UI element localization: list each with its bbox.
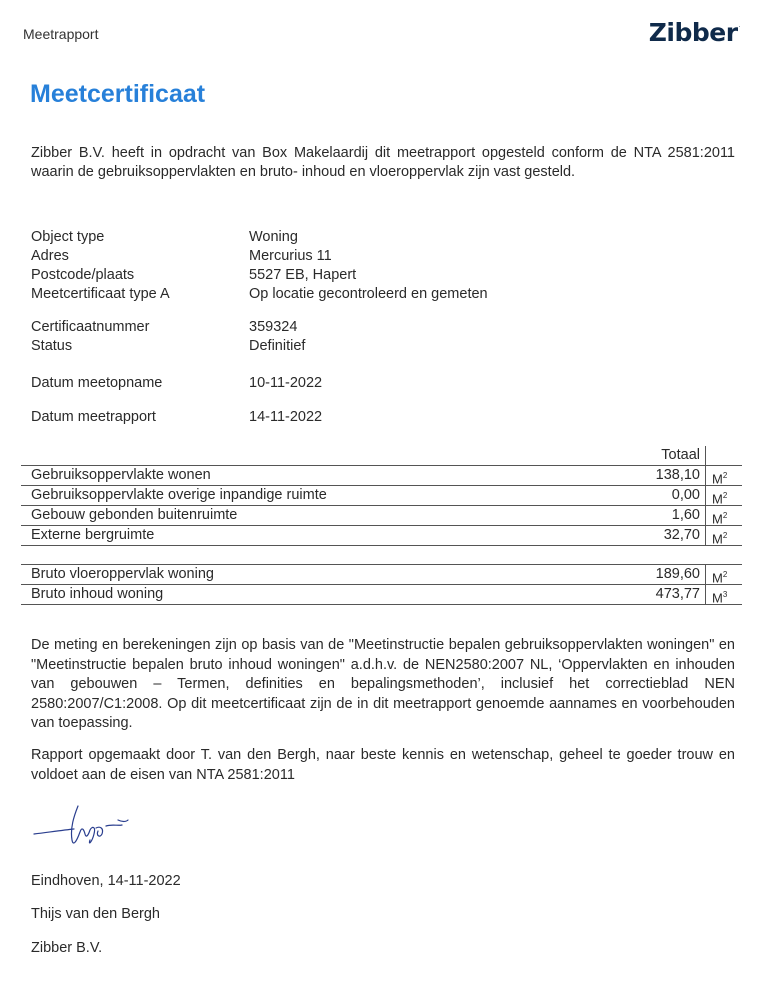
table-row-unit: $M^2$: [712, 471, 728, 487]
table-row-label: Gebouw gebonden buitenruimte: [31, 507, 238, 523]
info-row-postcode: [31, 266, 731, 285]
info-value: Definitief: [249, 338, 306, 354]
table-row: [21, 525, 742, 545]
info-value: Woning: [249, 229, 298, 245]
info-row-adres: [31, 247, 731, 266]
table-row: [21, 505, 742, 525]
table-row: [21, 584, 742, 605]
info-label: Object type: [31, 229, 105, 245]
info-value: Mercurius 11: [249, 248, 332, 264]
logo-text: Zibber: [648, 18, 738, 47]
table-row-unit: $M^2$: [712, 491, 728, 507]
info-value: Op locatie gecontroleerd en gemeten: [249, 286, 488, 302]
info-label: Status: [31, 338, 73, 354]
signoff-company: Zibber B.V.: [31, 940, 103, 956]
table-divider: [21, 545, 742, 564]
intro-paragraph: Zibber B.V. heeft in opdracht van Box Makelaardij dit meetrapport opgesteld conform de NTA 2581:2011 waarin de gebruiksoppervlakten en bruto- inhoud en vloeroppervlak zijn vast gesteld.: [31, 145, 735, 180]
info-label: Adres: [31, 248, 69, 264]
info-label: Meetcertificaat type A: [31, 286, 170, 302]
table-row: [21, 564, 742, 584]
info-row-cert-nr: [31, 318, 731, 337]
table-row-label: Bruto vloeroppervlak woning: [31, 566, 214, 582]
info-value: 359324: [249, 319, 298, 335]
table-row-value: 189,60: [630, 565, 706, 584]
measurement-table: [21, 446, 742, 605]
signoff-place-date: Eindhoven, 14-11-2022: [31, 873, 181, 889]
page-title: Meetcertificaat: [30, 80, 206, 108]
info-label: Postcode/plaats: [31, 267, 135, 283]
table-row-label: Bruto inhoud woning: [31, 586, 164, 602]
signoff-name: Thijs van den Bergh: [31, 906, 160, 922]
table-row-value: 32,70: [630, 526, 706, 545]
table-row-unit: $M^2$: [712, 570, 728, 586]
info-row-datum-opname: [31, 374, 731, 393]
table-row: [21, 465, 742, 485]
table-row-value: 138,10: [630, 466, 706, 485]
info-value: 10-11-2022: [249, 375, 323, 391]
table-row-unit: $M^2$: [712, 531, 728, 547]
methodology-paragraph: De meting en berekeningen zijn op basis van de "Meetinstructie bepalen gebruiksoppervlakten woningen" en "Meetinstructie bepalen bruto inhoud woningen" a.d.h.v. de NEN2580:2007 NL, ‘Oppervlakten en inhouden van gebouwen – Termen, definities en bepalingsmethoden’, inclusief het correctieblad NEN 2580:2007/C1:2008. Op dit meetcertificaat zijn de in dit meetrapport genoemde aannames en voorbehouden van toepassing.: [31, 637, 735, 732]
info-row-datum-rapport: [31, 408, 731, 427]
info-label: Certificaatnummer: [31, 319, 150, 335]
table-row-unit: $M^3$: [712, 590, 728, 606]
table-header-total: Totaal: [630, 446, 706, 465]
info-label: Datum meetrapport: [31, 409, 156, 425]
info-block: [31, 228, 731, 427]
info-value: 5527 EB, Hapert: [249, 267, 357, 283]
table-row-unit: $M^2$: [712, 511, 728, 527]
table-row: [21, 485, 742, 505]
info-row-object-type: [31, 228, 731, 247]
table-row-label: Gebruiksoppervlakte overige inpandige ruimte: [31, 487, 327, 503]
table-row-value: 0,00: [630, 486, 706, 505]
info-label: Datum meetopname: [31, 375, 163, 391]
info-row-status: [31, 337, 731, 356]
table-row-value: 473,77: [630, 585, 706, 604]
table-header-row: [21, 446, 742, 465]
table-row-label: Gebruiksoppervlakte wonen: [31, 467, 211, 483]
zibber-logo: [649, 18, 740, 47]
header-label: Meetrapport: [23, 26, 99, 42]
logo-mark: .: [738, 22, 740, 29]
table-row-value: 1,60: [630, 506, 706, 525]
info-row-cert-type: [31, 285, 731, 304]
signature-icon: [30, 796, 140, 856]
table-row-label: Externe bergruimte: [31, 527, 155, 543]
info-value: 14-11-2022: [249, 409, 323, 425]
author-paragraph: Rapport opgemaakt door T. van den Bergh, naar beste kennis en wetenschap, geheel te goeder trouw en voldoet aan de eisen van NTA 2581:2011: [31, 747, 735, 783]
